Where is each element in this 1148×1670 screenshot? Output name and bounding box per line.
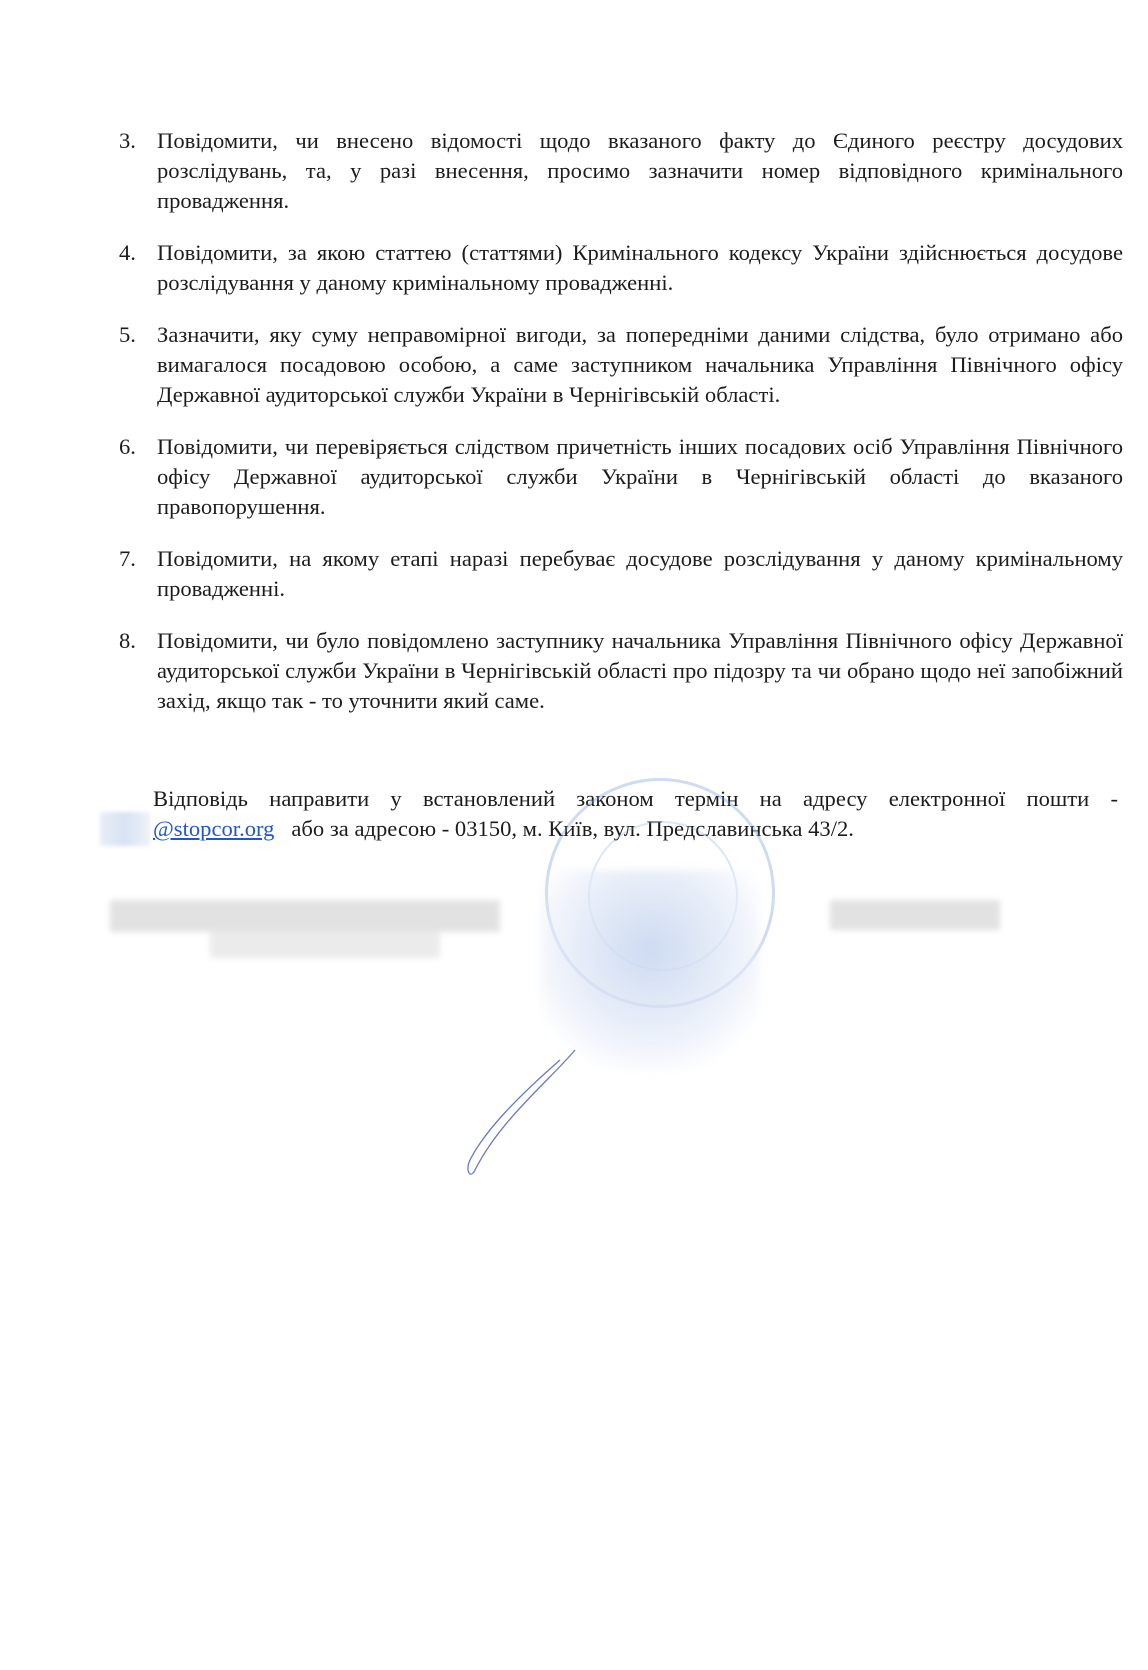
- reply-instruction: Відповідь направити у встановлений законом термін на адресу електронної пошти -: [153, 786, 1118, 811]
- list-item: [113, 238, 1123, 298]
- list-item: [113, 544, 1123, 604]
- list-item-number: 7.: [119, 546, 136, 571]
- redacted-email-prefix: [100, 812, 150, 846]
- list-item-number: 8.: [119, 628, 136, 653]
- list-item-text: Повідомити, за якою статтею (статтями) Кримінального кодексу України здійснюється досудове розслідування у даному кримінальному провадженні.: [157, 240, 1123, 295]
- signature-stroke: [460, 1040, 580, 1180]
- redacted-position-title: [110, 900, 500, 932]
- list-item-number: 4.: [119, 240, 136, 265]
- redacted-name: [830, 900, 1000, 930]
- reply-address: або за адресою - 03150, м. Київ, вул. Предславинська 43/2.: [291, 816, 854, 841]
- list-item-text: Повідомити, на якому етапі наразі перебуває досудове розслідування у даному кримінальному провадженні.: [157, 546, 1123, 601]
- list-item-number: 3.: [119, 128, 136, 153]
- list-item: [113, 320, 1123, 410]
- list-item-number: 5.: [119, 322, 136, 347]
- list-item: [113, 626, 1123, 716]
- list-item-text: Повідомити, чи було повідомлено заступнику начальника Управління Північного офісу Державної аудиторської служби України в Чернігівській області про підозру та чи обрано щодо неї запобіжний захід, якщо так - то уточнити який саме.: [157, 628, 1123, 713]
- list-item-text: Повідомити, чи перевіряється слідством причетність інших посадових осіб Управління Північного офісу Державної аудиторської служби України в Чернігівській області до вказаного правопорушення.: [157, 434, 1123, 519]
- list-item: [113, 126, 1123, 216]
- redacted-position-title-2: [210, 930, 440, 958]
- list-item-text: Зазначити, яку суму неправомірної вигоди, за попередніми даними слідства, було отримано або вимагалося посадовою особою, а саме заступником начальника Управління Північного офісу Державної аудиторської служби України в Чернігівській області.: [157, 322, 1123, 407]
- list-item: [113, 432, 1123, 522]
- list-item-text: Повідомити, чи внесено відомості щодо вказаного факту до Єдиного реєстру досудових розслідувань, та, у разі внесення, просимо зазначити номер відповідного кримінального провадження.: [157, 128, 1123, 213]
- email-link[interactable]: @stopcor.org: [153, 816, 275, 841]
- list-item-number: 6.: [119, 434, 136, 459]
- request-list: [113, 126, 1123, 738]
